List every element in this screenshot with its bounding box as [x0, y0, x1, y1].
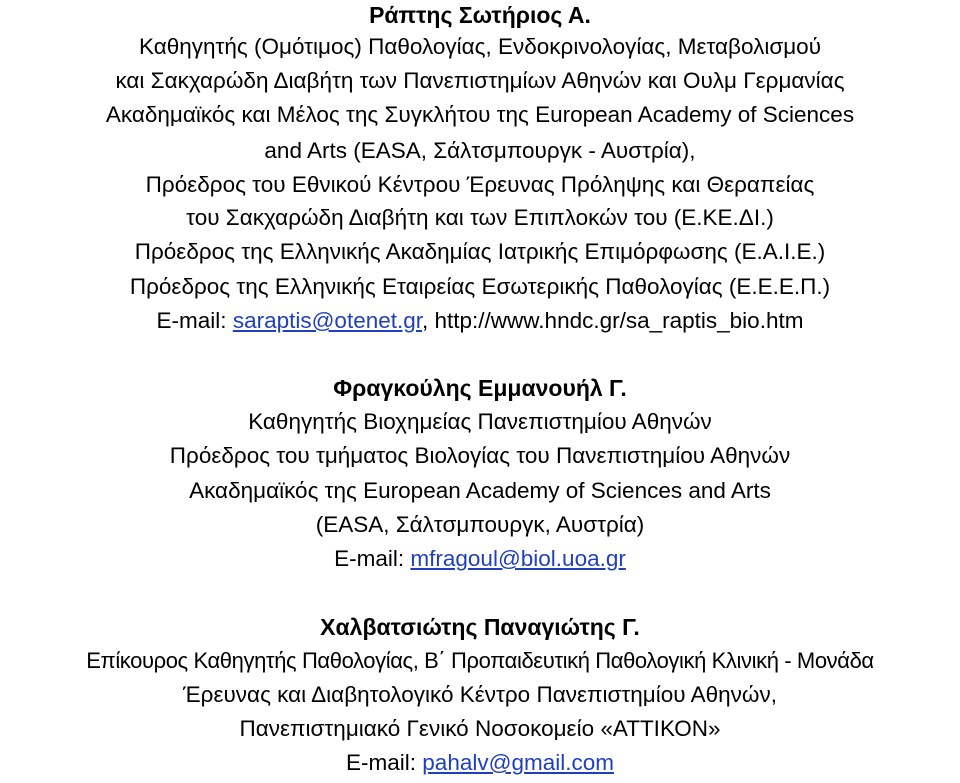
email-line: [0, 544, 960, 574]
author-title-line: Πρόεδρος της Ελληνικής Ακαδημίας Ιατρικής Επιμόρφωσης (Ε.Α.Ι.Ε.): [134, 239, 826, 264]
author-title-line: Πρόεδρος του Εθνικού Κέντρου Έρευνας Πρόληψης και Θεραπείας: [145, 172, 815, 197]
author-title-line: Πανεπιστημιακό Γενικό Νοσοκομείο «ΑΤΤΙΚΟΝ»: [239, 716, 721, 741]
email-link-fragkoulis[interactable]: mfragoul@biol.uoa.gr: [410, 546, 626, 571]
author-title-line: Ακαδημαϊκός και Μέλος της Συγκλήτου της European Academy of Sciences: [105, 102, 855, 127]
email-link-chalvatsiotis[interactable]: pahalv@gmail.com: [422, 750, 614, 775]
author-title-line: του Σακχαρώδη Διαβήτη και των Επιπλοκών του (Ε.ΚΕ.ΔΙ.): [186, 205, 774, 230]
email-line: [0, 306, 960, 336]
author-title-line: και Σακχαρώδη Διαβήτη των Πανεπιστημίων Αθηνών και Ουλμ Γερμανίας: [115, 68, 845, 93]
author-title-line: (EASA, Σάλτσμπουργκ, Αυστρία): [315, 512, 645, 537]
website-text: , http://www.hndc.gr/sa_raptis_bio.htm: [422, 308, 804, 333]
author-title-line: Πρόεδρος της Ελληνικής Εταιρείας Εσωτερικής Παθολογίας (Ε.Ε.Ε.Π.): [129, 274, 831, 299]
author-title-line: Καθηγητής (Ομότιμος) Παθολογίας, Ενδοκρινολογίας, Μεταβολισμού: [138, 34, 821, 59]
email-link-raptis[interactable]: saraptis@otenet.gr: [232, 308, 423, 333]
author-title-line: Επίκουρος Καθηγητής Παθολογίας, Β΄ Προπαιδευτική Παθολογική Κλινική - Μονάδα: [86, 648, 874, 673]
author-name-chalvatsiotis: Χαλβατσιώτης Παναγιώτης Γ.: [320, 614, 640, 640]
author-title-line: Έρευνας και Διαβητολογικό Κέντρο Πανεπιστημίου Αθηνών,: [183, 682, 777, 707]
email-label: E-mail:: [334, 546, 411, 571]
author-name-raptis: Ράπτης Σωτήριος Α.: [369, 2, 591, 28]
author-name-fragkoulis: Φραγκούλης Εμμανουήλ Γ.: [333, 375, 627, 401]
author-title-line: Ακαδημαϊκός της European Academy of Sciences and Arts: [189, 478, 771, 503]
author-title-line: Πρόεδρος του τμήματος Βιολογίας του Πανεπιστημίου Αθηνών: [169, 443, 791, 468]
author-title-line: Καθηγητής Βιοχημείας Πανεπιστημίου Αθηνών: [248, 409, 712, 434]
email-label: E-mail:: [156, 308, 233, 333]
author-title-line: and Arts (EASA, Σάλτσμπουργκ - Αυστρία),: [264, 138, 696, 163]
email-line: [0, 748, 960, 778]
email-label: E-mail:: [346, 750, 423, 775]
